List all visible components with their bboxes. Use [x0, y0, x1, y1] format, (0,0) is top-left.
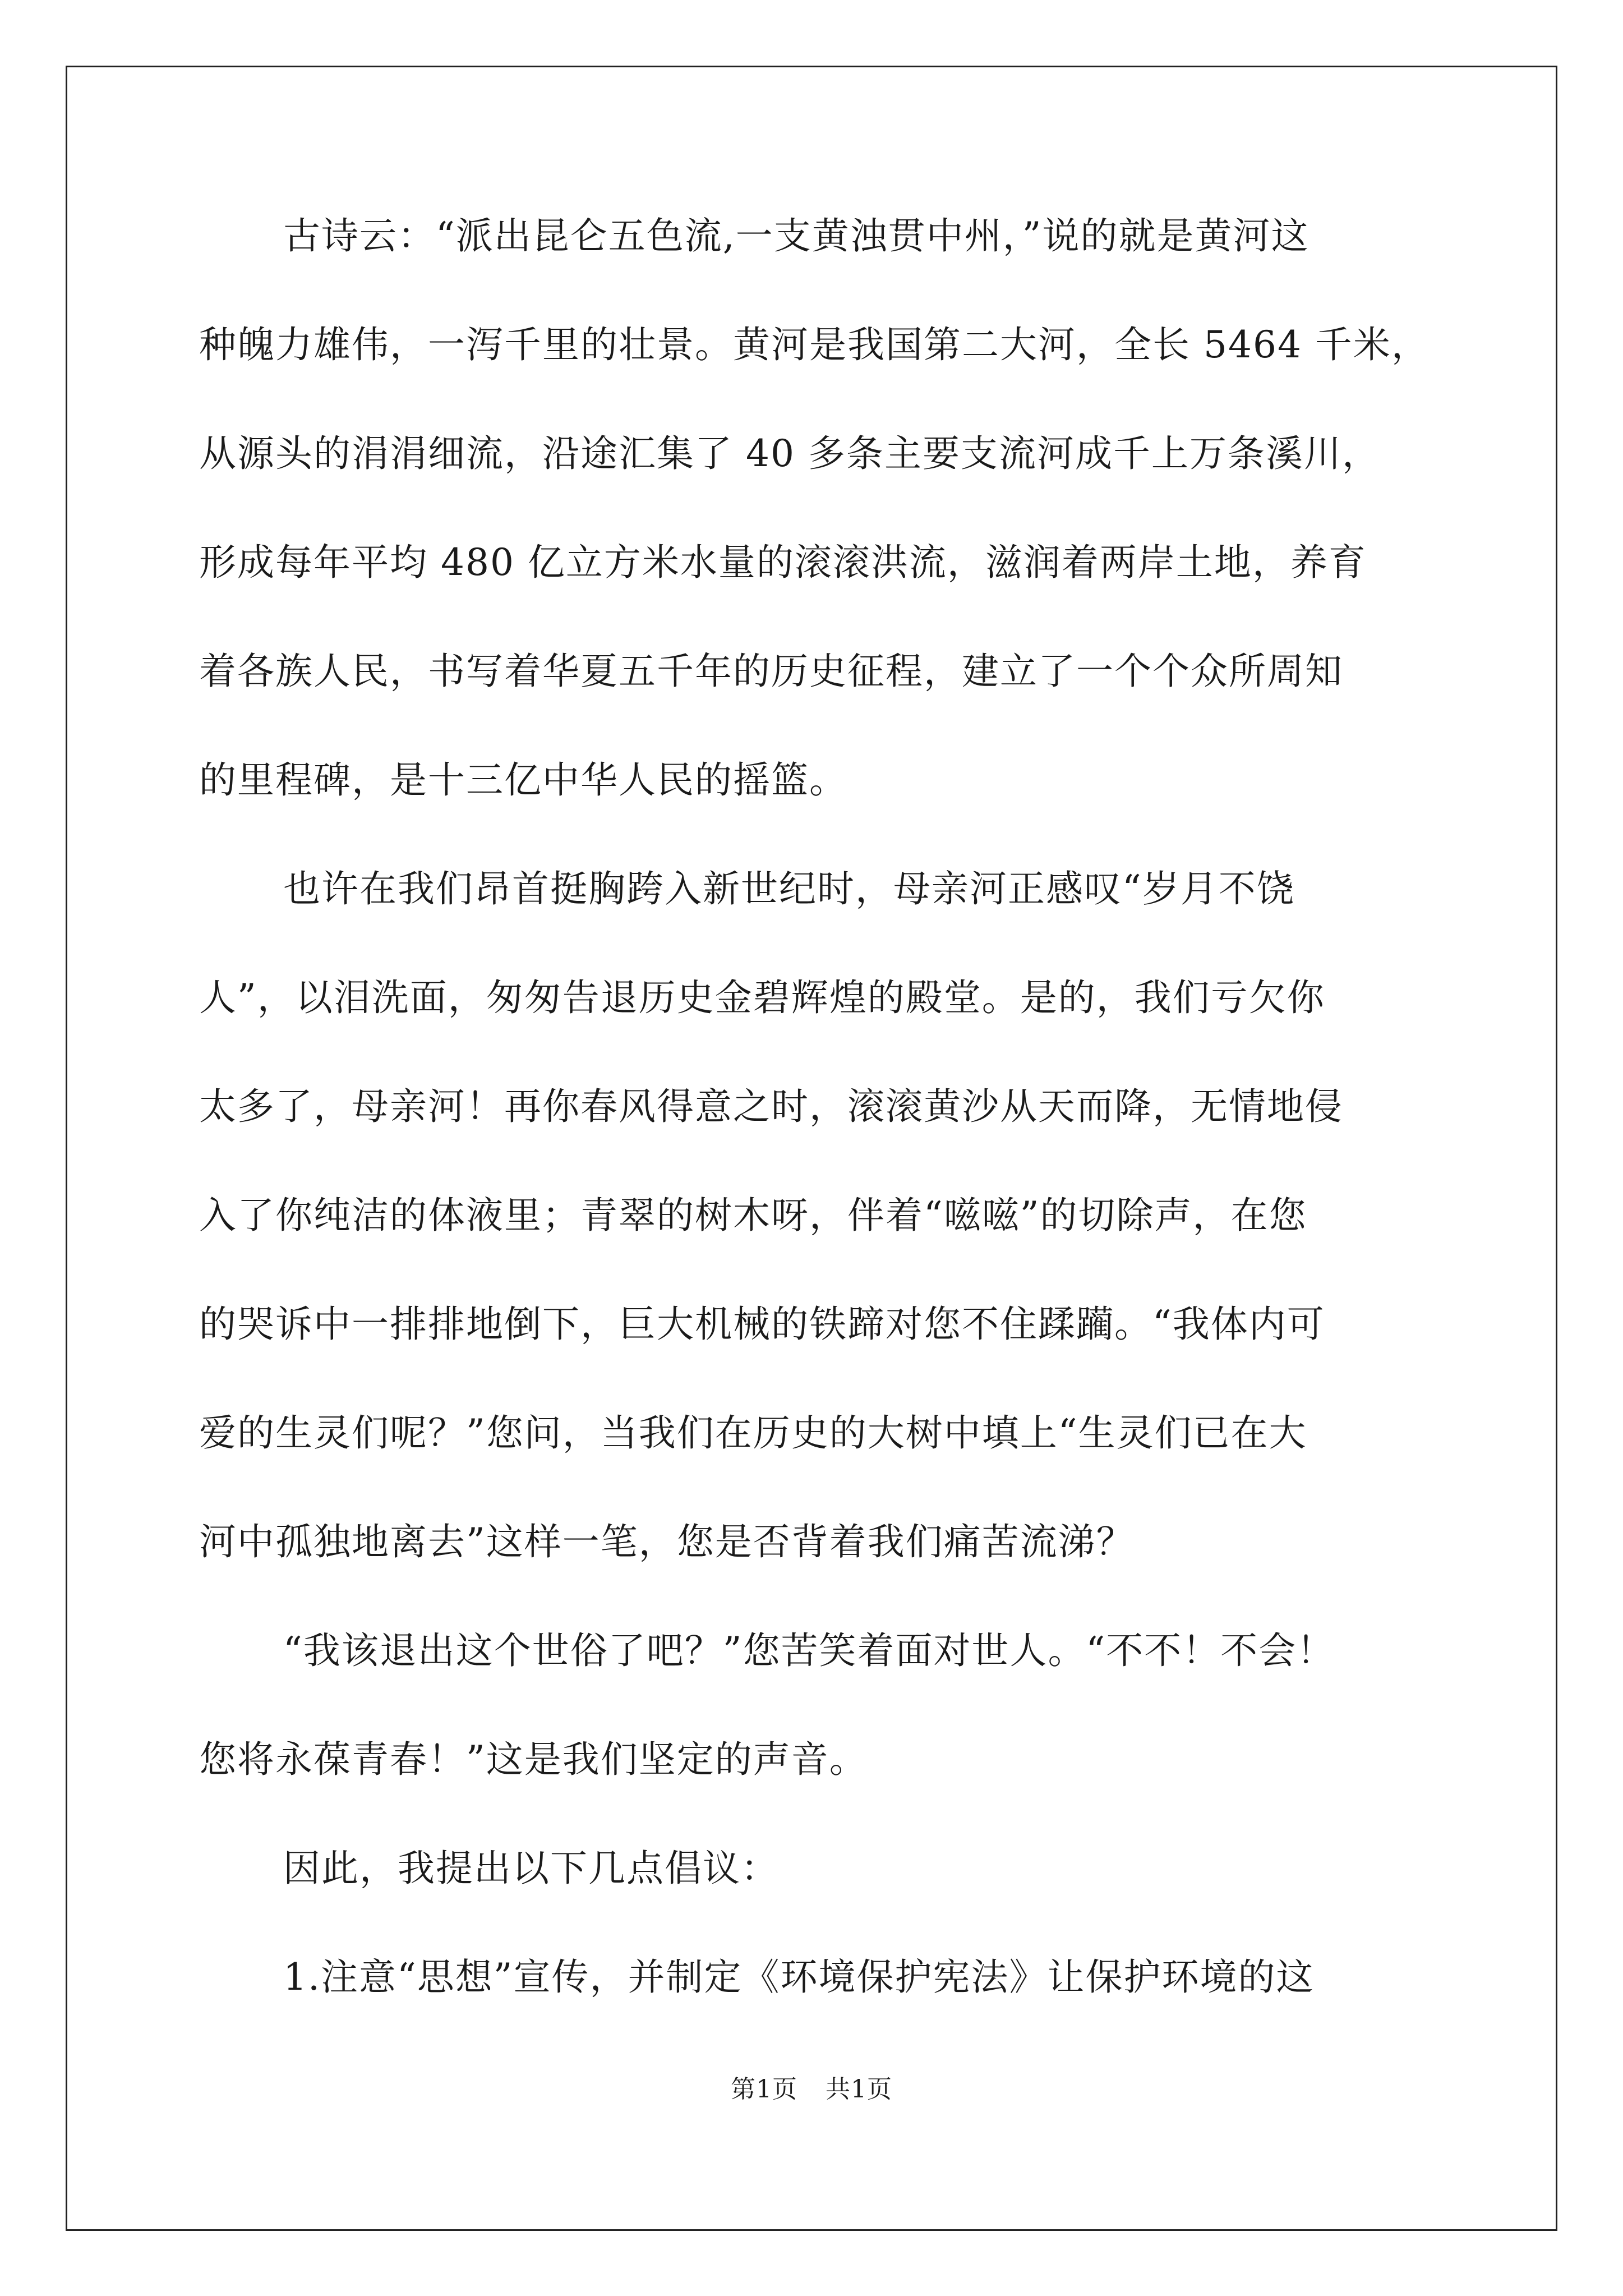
- text-line: 的哭诉中一排排地倒下，巨大机械的铁蹄对您不住蹂躏。“我体内可: [199, 1303, 1325, 1346]
- text-line: 因此，我提出以下几点倡议：: [283, 1847, 779, 1890]
- text-line: 太多了，母亲河！再你春风得意之时，滚滚黄沙从天而降，无情地侵: [199, 1085, 1343, 1128]
- text-line: 河中孤独地离去”这样一笔，您是否背着我们痛苦流涕？: [199, 1520, 1135, 1563]
- text-line: 人”，以泪洗面，匆匆告退历史金碧辉煌的殿堂。是的，我们亏欠你: [199, 976, 1325, 1019]
- text-line: 1.注意“思想”宣传，并制定《环境保护宪法》让保护环境的这: [283, 1955, 1315, 1999]
- text-line: 形成每年平均 480 亿立方米水量的滚滚洪流，滋润着两岸土地，养育: [199, 541, 1367, 584]
- text-line: 的里程碑，是十三亿中华人民的摇篮。: [199, 758, 847, 802]
- text-line: 入了你纯洁的体液里；青翠的树木呀，伴着“嗞嗞”的切除声，在您: [199, 1194, 1307, 1237]
- document-body: [199, 210, 1438, 2060]
- text-line: 种魄力雄伟，一泻千里的壮景。黄河是我国第二大河，全长 5464 千米，: [199, 323, 1430, 366]
- total-pages: 共1页: [826, 2075, 892, 2104]
- text-line: 爱的生灵们呢？”您问，当我们在历史的大树中填上“生灵们已在大: [199, 1411, 1307, 1455]
- text-line: 古诗云：“派出昆仑五色流,一支黄浊贯中州，”说的就是黄河这: [283, 214, 1310, 257]
- text-line: 从源头的涓涓细流，沿途汇集了 40 多条主要支流河成千上万条溪川，: [199, 432, 1380, 475]
- text-line: 您将永葆青春！”这是我们坚定的声音。: [199, 1738, 868, 1781]
- page-number: 第1页: [731, 2075, 797, 2104]
- text-line: 着各族人民，书写着华夏五千年的历史征程，建立了一个个众所周知: [199, 650, 1343, 693]
- page-footer: [0, 2073, 1623, 2106]
- text-line: 也许在我们昂首挺胸跨入新世纪时，母亲河正感叹“岁月不饶: [283, 867, 1295, 910]
- text-line: “我该退出这个世俗了吧？”您苦笑着面对世人。“不不！不会！: [283, 1629, 1335, 1672]
